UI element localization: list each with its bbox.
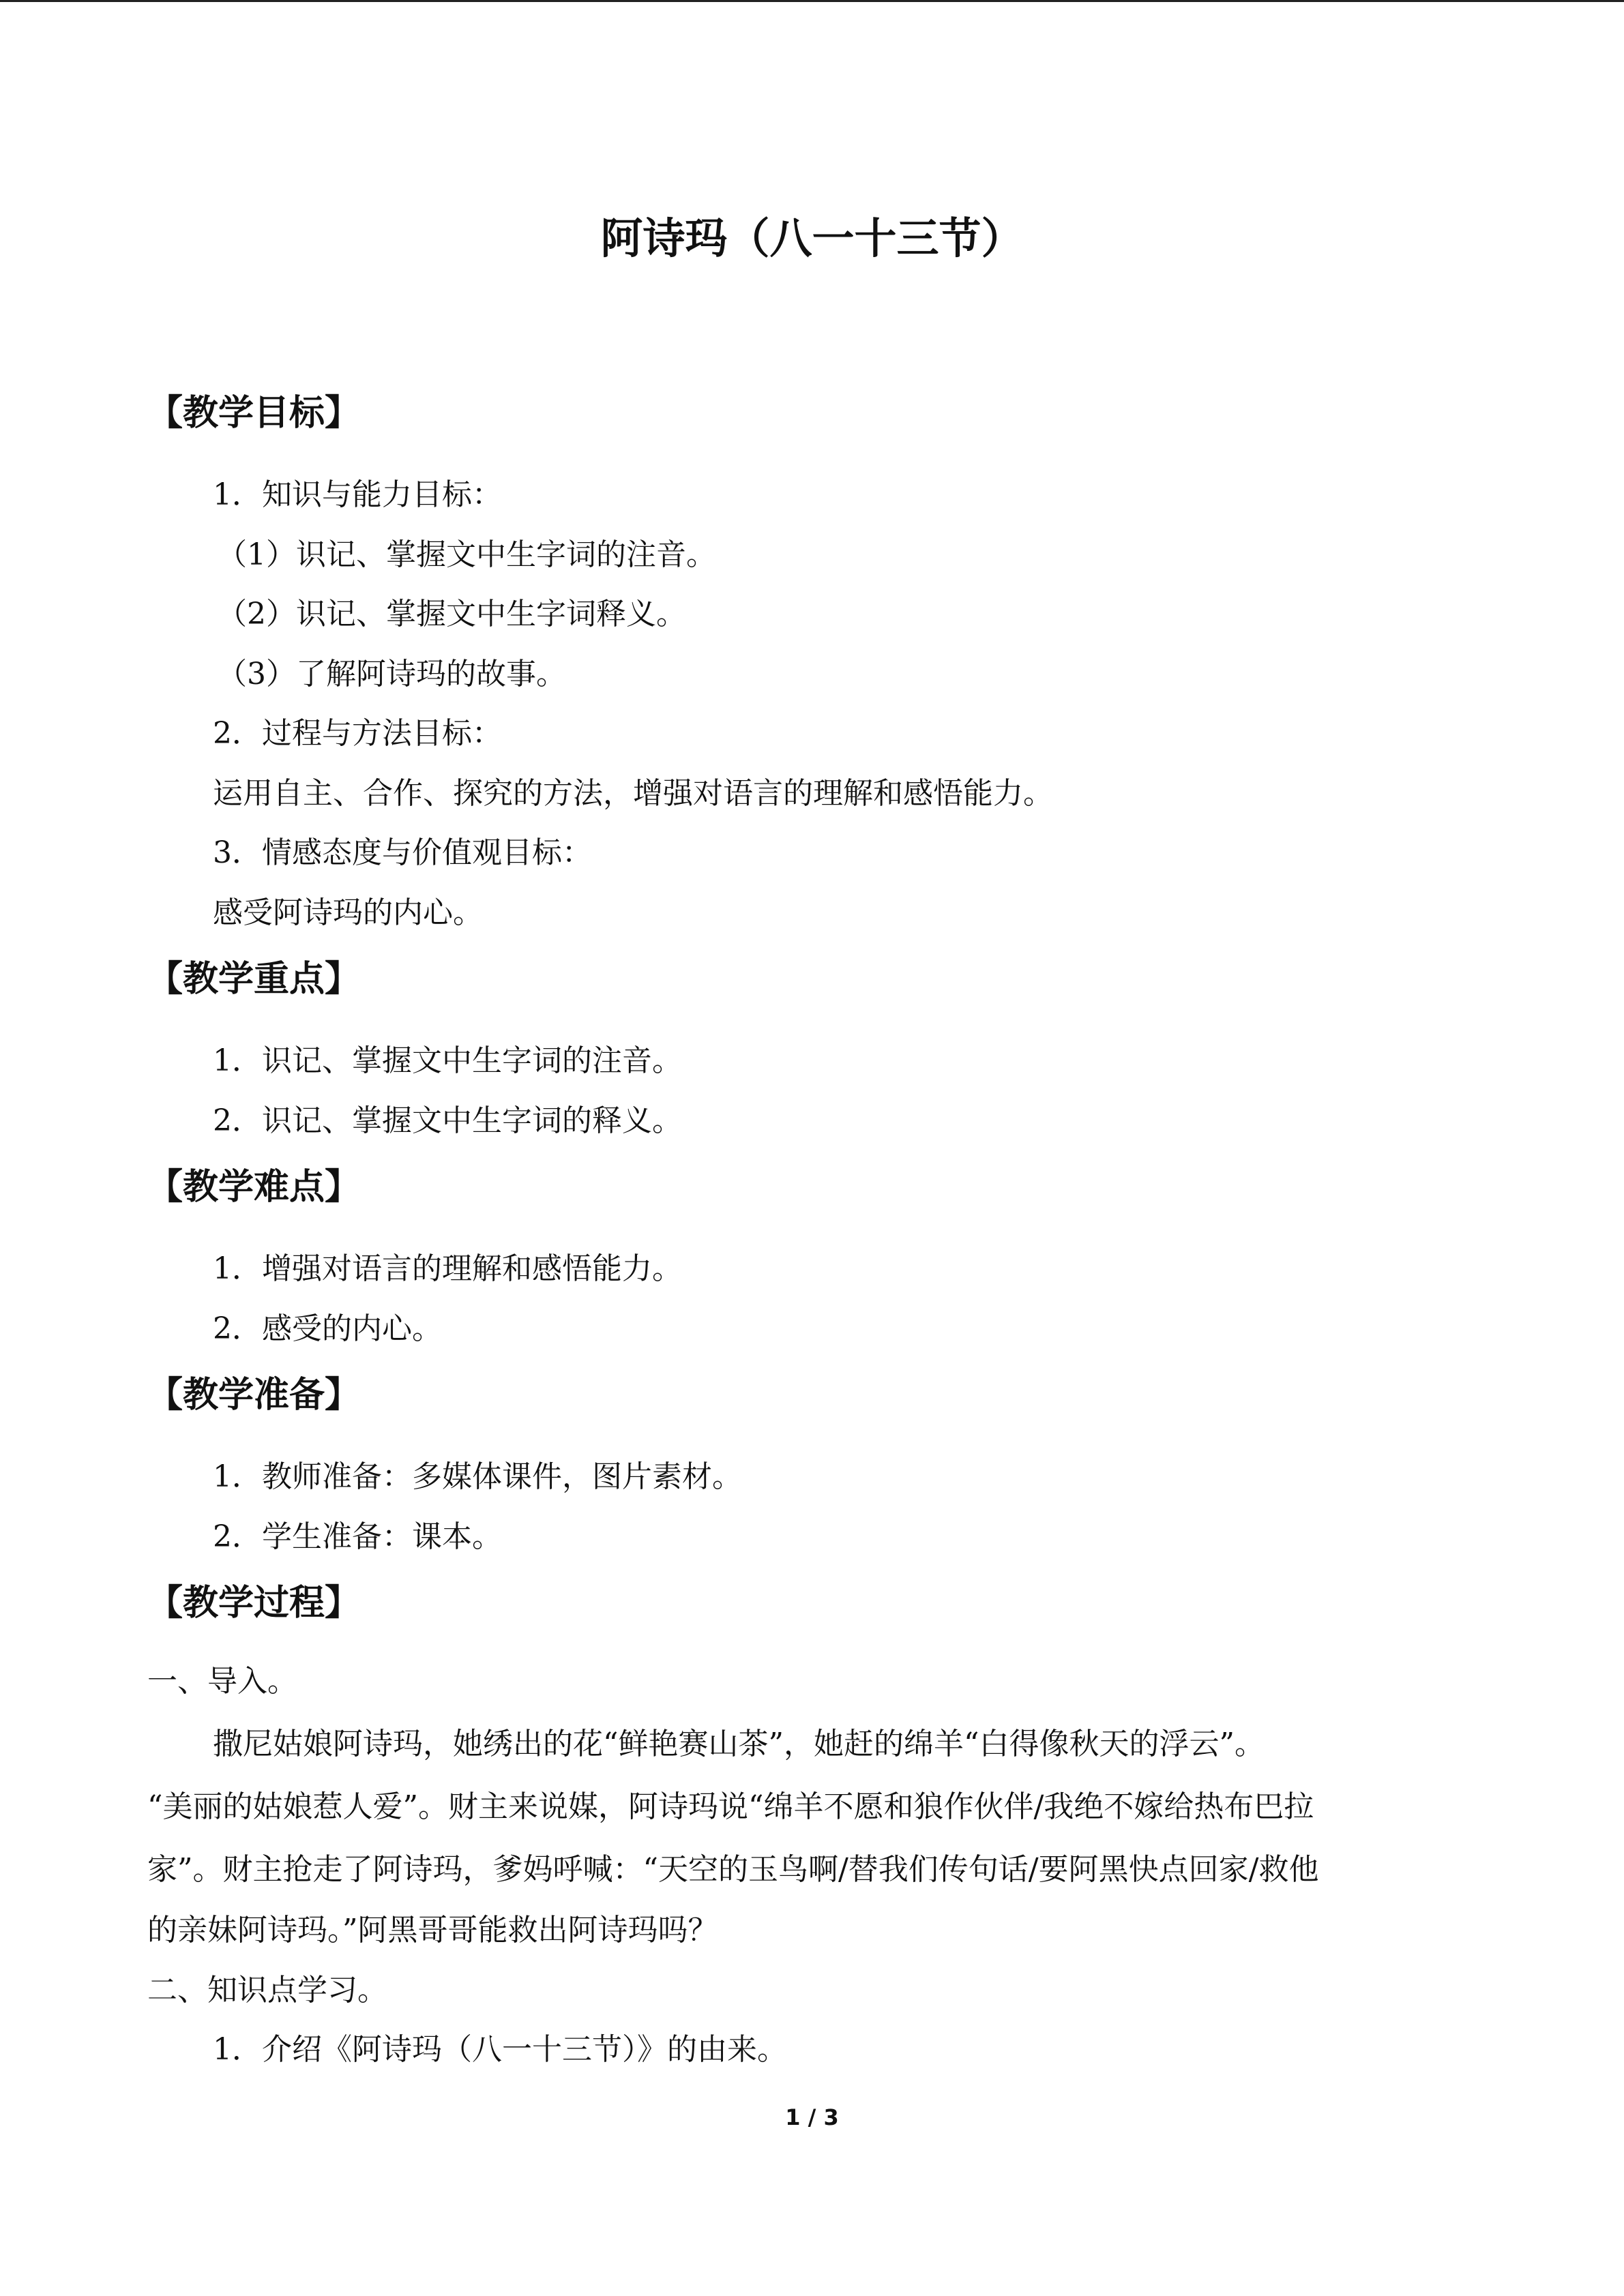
page-number: 1 / 3: [785, 2104, 839, 2130]
key-points-line: 1．识记、掌握文中生字词的注音。: [213, 1043, 682, 1078]
top-border: [0, 0, 1624, 2]
intro-paragraph-line: 撒尼姑娘阿诗玛，她绣出的花“鲜艳赛山茶”，她赶的绵羊“白得像秋天的浮云”。: [213, 1727, 1265, 1761]
goals-line: 1．知识与能力目标：: [213, 477, 502, 512]
page-title: 阿诗玛（八一十三节）: [600, 213, 1024, 263]
section-heading-goals: 【教学目标】: [147, 393, 361, 434]
study-line: 1．介绍《阿诗玛（八一十三节）》的由来。: [213, 2032, 787, 2067]
section-heading-process: 【教学过程】: [147, 1583, 361, 1624]
goals-line: 感受阿诗玛的内心。: [213, 895, 483, 930]
intro-paragraph-line: 家”。财主抢走了阿诗玛，爹妈呼喊：“天空的玉鸟啊/替我们传句话/要阿黑快点回家/救他: [147, 1852, 1319, 1887]
section-heading-preparation: 【教学准备】: [147, 1375, 361, 1416]
intro-paragraph-line: “美丽的姑娘惹人爱”。财主来说媒，阿诗玛说“绵羊不愿和狼作伙伴/我绝不嫁给热布巴拉: [147, 1789, 1314, 1824]
preparation-line: 1．教师准备：多媒体课件，图片素材。: [213, 1459, 742, 1494]
goals-line: 运用自主、合作、探究的方法，增强对语言的理解和感悟能力。: [213, 776, 1053, 811]
goals-line: 2．过程与方法目标：: [213, 716, 502, 751]
section-heading-difficulties: 【教学难点】: [147, 1167, 361, 1208]
process-subheading-study: 二、知识点学习。: [147, 1973, 387, 2008]
preparation-line: 2．学生准备：课本。: [213, 1519, 502, 1554]
difficulties-line: 1．增强对语言的理解和感悟能力。: [213, 1251, 682, 1286]
goals-line: （3）了解阿诗玛的故事。: [217, 657, 566, 691]
goals-line: （2）识记、掌握文中生字词释义。: [217, 597, 686, 631]
section-heading-key-points: 【教学重点】: [147, 959, 361, 1000]
goals-line: （1）识记、掌握文中生字词的注音。: [217, 537, 716, 572]
process-subheading-intro: 一、导入。: [147, 1664, 297, 1699]
difficulties-line: 2．感受的内心。: [213, 1311, 442, 1346]
key-points-line: 2．识记、掌握文中生字词的释义。: [213, 1103, 682, 1138]
goals-line: 3．情感态度与价值观目标：: [213, 835, 592, 870]
intro-paragraph-line: 的亲妹阿诗玛。”阿黑哥哥能救出阿诗玛吗？: [147, 1913, 718, 1948]
